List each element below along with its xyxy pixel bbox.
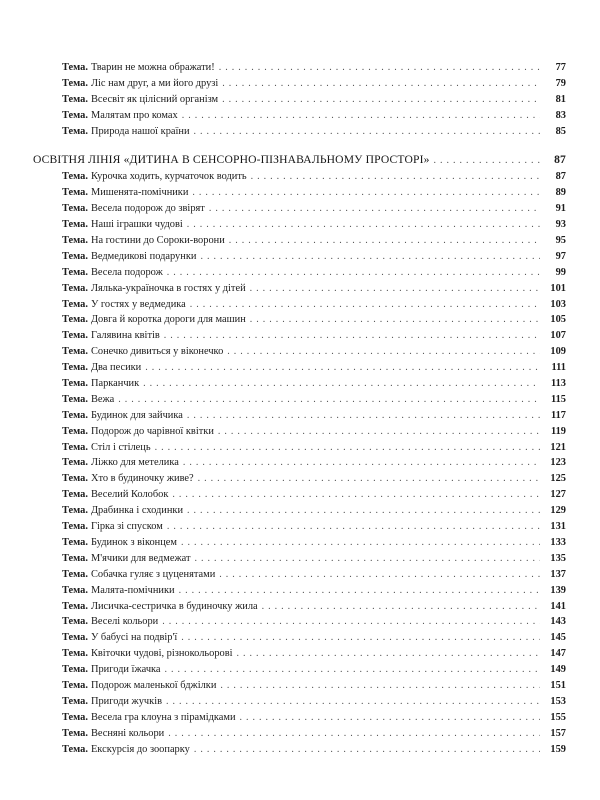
- dot-leader: [118, 392, 540, 408]
- entry-page-number: 145: [550, 632, 566, 644]
- entry-prefix: Тема.: [62, 648, 88, 660]
- toc-entry: [0, 471, 566, 487]
- entry-title: Драбинка і сходинки: [90, 505, 184, 517]
- entry-prefix: Тема.: [62, 298, 88, 310]
- entry-title: Малятам про комах: [90, 109, 178, 121]
- entry-title: Сонечко дивиться у віконечко: [90, 346, 224, 358]
- section-title: ОСВІТНЯ ЛІНІЯ «ДИТИНА В СЕНСОРНО-ПІЗНАВАЛЬНОМУ ПРОСТОРІ»: [33, 153, 430, 167]
- toc-entry: [0, 124, 566, 140]
- entry-page-number: 103: [550, 298, 566, 310]
- dot-leader: [209, 201, 540, 217]
- dot-leader: [194, 742, 540, 758]
- dot-leader: [237, 646, 541, 662]
- toc-entry: [0, 567, 566, 583]
- entry-page-number: 87: [555, 171, 566, 183]
- entry-page-number: 131: [550, 521, 566, 533]
- entry-prefix: Тема.: [62, 584, 88, 596]
- toc-entry: [0, 583, 566, 599]
- entry-page-number: 143: [550, 616, 566, 628]
- entry-page-number: 81: [555, 93, 566, 105]
- entry-title: Весела подорож до звірят: [90, 203, 205, 215]
- dot-leader: [164, 328, 540, 344]
- toc-entry: [0, 76, 566, 92]
- entry-title: Весела гра клоуна з пірамідками: [90, 711, 236, 723]
- entry-prefix: Тема.: [62, 93, 88, 105]
- entry-title: Вежа: [90, 393, 115, 405]
- entry-prefix: Тема.: [62, 171, 88, 183]
- entry-page-number: 135: [550, 552, 566, 564]
- toc-entry: [0, 710, 566, 726]
- entry-prefix: Тема.: [62, 77, 88, 89]
- toc-entry: [0, 742, 566, 758]
- toc-entry: [0, 249, 566, 265]
- entry-title: Гірка зі спуском: [90, 521, 163, 533]
- dot-leader: [187, 408, 540, 424]
- entry-title: Тварин не можна ображати!: [90, 62, 215, 73]
- toc-entry: [0, 519, 566, 535]
- entry-page-number: 151: [550, 679, 566, 691]
- section-entries: [0, 169, 600, 757]
- entry-title: Природа нашої країни: [90, 125, 190, 137]
- toc-entry: [0, 201, 566, 217]
- entry-title: Парканчик: [90, 378, 140, 390]
- toc-entry: [0, 630, 566, 646]
- entry-title: Лялька-україночка в гостях у дітей: [90, 282, 246, 294]
- dot-leader: [155, 440, 540, 456]
- entry-page-number: 109: [550, 346, 566, 358]
- dot-leader: [167, 265, 540, 281]
- dot-leader: [262, 599, 540, 615]
- entry-prefix: Тема.: [62, 473, 88, 485]
- dot-leader: [250, 312, 540, 328]
- entry-prefix: Тема.: [62, 489, 88, 501]
- toc-entry: [0, 535, 566, 551]
- dot-leader: [183, 455, 540, 471]
- entry-prefix: Тема.: [62, 409, 88, 421]
- entry-page-number: 121: [550, 441, 566, 453]
- toc-entry: [0, 408, 566, 424]
- entry-title: Екскурсія до зоопарку: [90, 743, 190, 755]
- entry-page-number: 111: [551, 362, 566, 374]
- entry-prefix: Тема.: [62, 219, 88, 231]
- entry-page-number: 159: [550, 743, 566, 755]
- dot-leader: [222, 92, 540, 108]
- toc-entry: [0, 92, 566, 108]
- toc-entry: [0, 169, 566, 185]
- entry-title: Квіточки чудові, різнокольорові: [90, 648, 233, 660]
- entry-page-number: 141: [550, 600, 566, 612]
- entry-prefix: Тема.: [62, 393, 88, 405]
- toc-entry: [0, 60, 566, 76]
- dot-leader: [179, 583, 540, 599]
- dot-leader: [168, 726, 540, 742]
- entry-prefix: Тема.: [62, 632, 88, 644]
- entry-page-number: 149: [550, 664, 566, 676]
- entry-prefix: Тема.: [62, 62, 88, 73]
- entry-title: Галявина квітів: [90, 330, 160, 342]
- entry-page-number: 127: [550, 489, 566, 501]
- entry-title: Ведмедикові подарунки: [90, 250, 197, 262]
- toc-entry: [0, 281, 566, 297]
- entry-title: Веселі кольори: [90, 616, 159, 628]
- entry-prefix: Тема.: [62, 203, 88, 215]
- dot-leader: [229, 233, 540, 249]
- toc-entry: [0, 233, 566, 249]
- dot-leader: [200, 249, 540, 265]
- entry-title: У бабусі на подвір'ї: [90, 632, 178, 644]
- entry-title: Всесвіт як цілісний організм: [90, 93, 219, 105]
- dot-leader: [240, 710, 540, 726]
- dot-leader: [145, 360, 540, 376]
- entry-prefix: Тема.: [62, 346, 88, 358]
- entry-page-number: 89: [555, 187, 566, 199]
- entry-title: Стіл і стілець: [90, 441, 151, 453]
- dot-leader: [182, 108, 540, 124]
- toc-entry: [0, 440, 566, 456]
- entry-title: Пригоди жучків: [90, 695, 162, 707]
- entry-page-number: 105: [550, 314, 566, 326]
- dot-leader: [434, 152, 540, 170]
- entry-page-number: 95: [555, 235, 566, 247]
- entry-prefix: Тема.: [62, 679, 88, 691]
- dot-leader: [181, 535, 540, 551]
- dot-leader: [165, 662, 540, 678]
- dot-leader: [219, 567, 540, 583]
- entry-page-number: 99: [555, 266, 566, 278]
- dot-leader: [143, 376, 540, 392]
- toc-entry: [0, 108, 566, 124]
- entry-page-number: 83: [555, 109, 566, 121]
- entry-title: Весела подорож: [90, 266, 163, 278]
- entry-title: Наші іграшки чудові: [90, 219, 183, 231]
- entry-page-number: 101: [550, 282, 566, 294]
- entry-title: Хто в будиночку живе?: [90, 473, 194, 485]
- entry-prefix: Тема.: [62, 441, 88, 453]
- entry-title: Два песики: [90, 362, 142, 374]
- dot-leader: [227, 344, 540, 360]
- entry-prefix: Тема.: [62, 743, 88, 755]
- entry-title: Курочка ходить, курчаточок водить: [90, 171, 247, 183]
- entry-prefix: Тема.: [62, 568, 88, 580]
- entry-prefix: Тема.: [62, 600, 88, 612]
- toc-entry: [0, 392, 566, 408]
- entry-title: Пригоди їжачка: [90, 664, 161, 676]
- dot-leader: [172, 487, 540, 503]
- entry-prefix: Тема.: [62, 711, 88, 723]
- entry-prefix: Тема.: [62, 521, 88, 533]
- toc-entry: [0, 678, 566, 694]
- entry-page-number: 153: [550, 695, 566, 707]
- entry-title: Лисичка-сестричка в будиночку жила: [90, 600, 258, 612]
- entry-title: У гостях у ведмедика: [90, 298, 186, 310]
- entry-prefix: Тема.: [62, 695, 88, 707]
- entry-prefix: Тема.: [62, 109, 88, 121]
- entry-prefix: Тема.: [62, 266, 88, 278]
- entry-prefix: Тема.: [62, 552, 88, 564]
- entry-page-number: 157: [550, 727, 566, 739]
- entry-page-number: 119: [550, 425, 566, 437]
- dot-leader: [218, 424, 540, 440]
- entry-prefix: Тема.: [62, 362, 88, 374]
- dot-leader: [166, 694, 540, 710]
- entry-page-number: 113: [550, 378, 566, 390]
- entry-title: М'ячики для ведмежат: [90, 552, 191, 564]
- toc-entry: [0, 487, 566, 503]
- entry-page-number: 77: [555, 62, 566, 73]
- toc-entry: [0, 344, 566, 360]
- toc-entry: [0, 185, 566, 201]
- entry-title: Подорож до чарівної квітки: [90, 425, 214, 437]
- toc-entry: [0, 646, 566, 662]
- dot-leader: [194, 124, 540, 140]
- toc-entry: [0, 614, 566, 630]
- entry-page-number: 147: [550, 648, 566, 660]
- entry-prefix: Тема.: [62, 536, 88, 548]
- entry-title: Будинок з віконцем: [90, 536, 177, 548]
- entry-page-number: 139: [550, 584, 566, 596]
- entry-page-number: 129: [550, 505, 566, 517]
- entry-page-number: 155: [550, 711, 566, 723]
- entry-prefix: Тема.: [62, 314, 88, 326]
- toc-entry: [0, 217, 566, 233]
- entry-page-number: 137: [550, 568, 566, 580]
- dot-leader: [219, 60, 540, 76]
- entry-prefix: Тема.: [62, 664, 88, 676]
- toc-entry: [0, 662, 566, 678]
- dot-leader: [167, 519, 540, 535]
- entry-title: Ліс нам друг, а ми його друзі: [90, 77, 219, 89]
- dot-leader: [162, 614, 540, 630]
- dot-leader: [198, 471, 540, 487]
- toc-entry: [0, 424, 566, 440]
- entry-page-number: 97: [555, 250, 566, 262]
- toc-entry: [0, 694, 566, 710]
- dot-leader: [187, 503, 540, 519]
- entry-page-number: 107: [550, 330, 566, 342]
- entry-prefix: Тема.: [62, 505, 88, 517]
- entry-title: Малята-помічники: [90, 584, 175, 596]
- toc-entry: [0, 726, 566, 742]
- dot-leader: [187, 217, 540, 233]
- dot-leader: [190, 297, 540, 313]
- entry-title: Ліжко для метелика: [90, 457, 179, 469]
- toc-section-heading: [0, 151, 566, 169]
- toc-entry: [0, 297, 566, 313]
- entry-page-number: 133: [550, 536, 566, 548]
- dot-leader: [220, 678, 540, 694]
- entry-title: Собачка гуляє з цуценятами: [90, 568, 216, 580]
- section-page-number: 87: [554, 153, 566, 167]
- entry-page-number: 125: [550, 473, 566, 485]
- entry-title: Довга й коротка дороги для машин: [90, 314, 246, 326]
- entry-title: Подорож маленької бджілки: [90, 679, 217, 691]
- toc-entry: [0, 312, 566, 328]
- entry-prefix: Тема.: [62, 425, 88, 437]
- dot-leader: [251, 169, 540, 185]
- entry-prefix: Тема.: [62, 282, 88, 294]
- toc-entry: [0, 551, 566, 567]
- entry-page-number: 123: [550, 457, 566, 469]
- entry-title: Веселий Колобок: [90, 489, 169, 501]
- entry-prefix: Тема.: [62, 378, 88, 390]
- entry-page-number: 115: [550, 393, 566, 405]
- table-of-contents: [0, 60, 600, 757]
- entry-prefix: Тема.: [62, 727, 88, 739]
- entry-page-number: 117: [550, 409, 566, 421]
- entry-title: Мишенята-помічники: [90, 187, 189, 199]
- entry-page-number: 85: [555, 125, 566, 137]
- dot-leader: [192, 185, 540, 201]
- toc-entry: [0, 328, 566, 344]
- entry-page-number: 91: [555, 203, 566, 215]
- entry-prefix: Тема.: [62, 616, 88, 628]
- toc-entry: [0, 265, 566, 281]
- entry-title: На гостини до Сороки-ворони: [90, 235, 225, 247]
- toc-entry: [0, 503, 566, 519]
- entry-page-number: 79: [555, 77, 566, 89]
- dot-leader: [222, 76, 540, 92]
- toc-entry: [0, 360, 566, 376]
- entry-prefix: Тема.: [62, 125, 88, 137]
- entry-prefix: Тема.: [62, 235, 88, 247]
- entry-prefix: Тема.: [62, 250, 88, 262]
- toc-entry: [0, 376, 566, 392]
- dot-leader: [195, 551, 540, 567]
- entry-title: Будинок для зайчика: [90, 409, 183, 421]
- entry-page-number: 93: [555, 219, 566, 231]
- entry-prefix: Тема.: [62, 330, 88, 342]
- dot-leader: [181, 630, 540, 646]
- dot-leader: [250, 281, 540, 297]
- entry-title: Весняні кольори: [90, 727, 165, 739]
- toc-entry: [0, 599, 566, 615]
- toc-entry: [0, 455, 566, 471]
- entry-prefix: Тема.: [62, 457, 88, 469]
- entry-prefix: Тема.: [62, 187, 88, 199]
